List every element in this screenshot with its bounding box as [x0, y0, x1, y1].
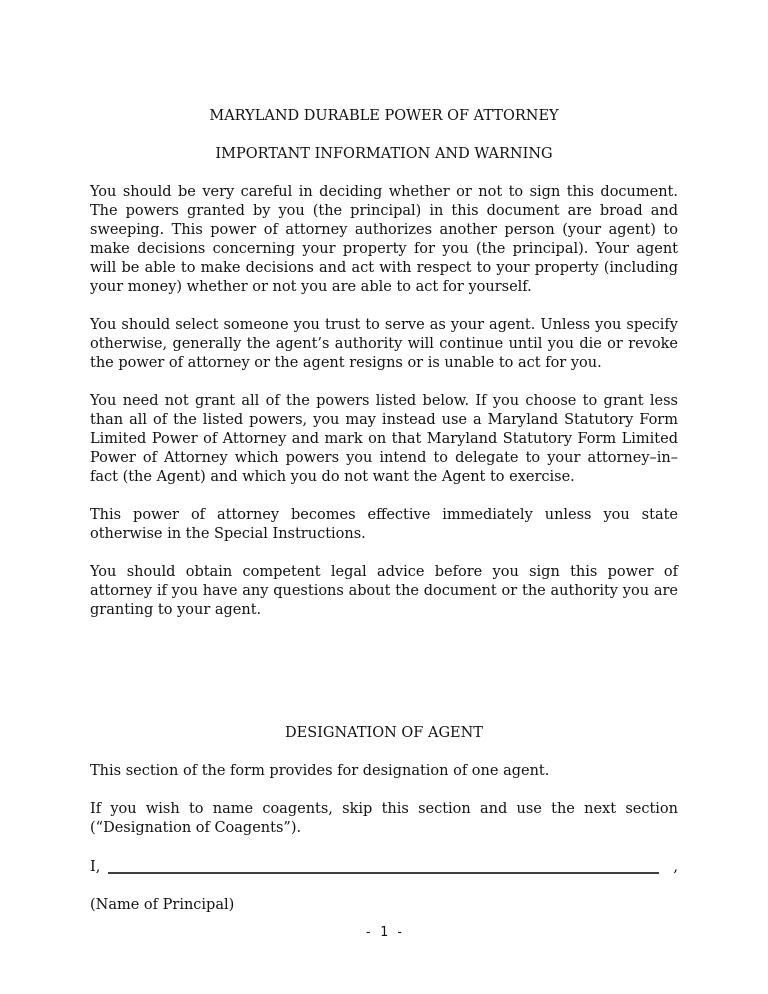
document-title: MARYLAND DURABLE POWER OF ATTORNEY — [209, 108, 559, 124]
warning-paragraph-1: You should be very careful in deciding whether or not to sign this document. The powers granted by you (the principal) in this document are broad and sweeping. This power of attorney authorizes another person (your agent) to make decisions concerning your property for you (the principal). Your agent will be able to make decisions and act with respect to your property (including your money) whether or not you are able to act for yourself. — [90, 184, 678, 295]
page-number: - 1 - — [364, 925, 404, 940]
designation-paragraph-2: If you wish to name coagents, skip this section and use the next section (“Designation of Coagents”). — [90, 801, 678, 836]
principal-name-line — [90, 857, 678, 877]
principal-line-suffix: , — [673, 858, 678, 875]
warning-paragraph-5: You should obtain competent legal advice before you sign this power of attorney if you have any questions about the document or the authority you are granting to your agent. — [90, 564, 678, 618]
warning-paragraph-2: You should select someone you trust to serve as your agent. Unless you specify otherwise, generally the agent’s authority will continue until you die or revoke the power of attorney or the agent resigns or is unable to act for you. — [90, 317, 678, 371]
designation-paragraph-1: This section of the form provides for designation of one agent. — [90, 763, 550, 779]
principal-line-prefix: I, — [90, 858, 101, 875]
principal-name-caption: (Name of Principal) — [90, 896, 235, 913]
section-break-spacer — [90, 639, 678, 705]
designation-of-agent-heading: DESIGNATION OF AGENT — [285, 725, 483, 741]
principal-name-field[interactable] — [108, 857, 659, 874]
warning-paragraph-4: This power of attorney becomes effective immediately unless you state otherwise in the Special Instructions. — [90, 507, 678, 542]
document-subtitle: IMPORTANT INFORMATION AND WARNING — [215, 146, 553, 162]
warning-paragraph-3: You need not grant all of the powers listed below. If you choose to grant less than all of the listed powers, you may instead use a Maryland Statutory Form Limited Power of Attorney and mark on that Maryland Statutory Form Limited Power of Attorney which powers you intend to delegate to your attorney–in–fact (the Agent) and which you do not want the Agent to exercise. — [90, 393, 678, 485]
